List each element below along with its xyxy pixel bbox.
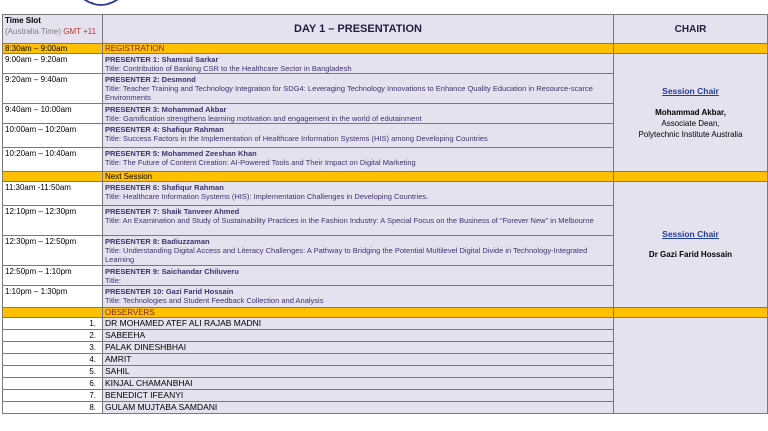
chair-org: Polytechnic Institute Australia — [638, 129, 743, 139]
observer-name: GULAM MUJTABA SAMDANI — [103, 402, 614, 414]
observer-name: PALAK DINESHBHAI — [103, 342, 614, 354]
presentation-cell — [103, 54, 614, 74]
presentation-cell — [103, 104, 614, 124]
time-cell: 10:20am – 10:40am — [3, 148, 103, 172]
time-slot-label: Time Slot — [5, 16, 41, 25]
observers-band — [3, 308, 768, 318]
time-cell: 9:40am – 10:00am — [3, 104, 103, 124]
observer-number: 7. — [3, 390, 103, 402]
observer-name: KINJAL CHAMANBHAI — [103, 378, 614, 390]
header-row — [3, 15, 768, 44]
presenter-name: PRESENTER 10: Gazi Farid Hossain — [105, 287, 234, 296]
time-zone-label: (Australia Time) — [5, 27, 62, 36]
presentation-title: Title: Gamification strengthens learning motivation and engagement in the world of edutainment — [105, 114, 422, 123]
time-cell: 11:30am -11:50am — [3, 182, 103, 206]
presentation-title: Title: Healthcare Information Systems (HIS): Implementation Challenges in Developing Countries. — [105, 192, 429, 201]
presentation-title: Title: Technologies and Student Feedback Collection and Analysis — [105, 296, 324, 305]
presentation-cell — [103, 266, 614, 286]
observers-label: OBSERVERS — [103, 308, 614, 318]
presenter-name: PRESENTER 7: Shaik Tanveer Ahmed — [105, 207, 240, 216]
presentation-title: Title: Success Factors in the Implementation of Healthcare Information Systems (HIS) among Developing Countries — [105, 134, 488, 143]
presentation-title: Title: An Examination and Study of Sustainability Practices in the Fashion Industry: A Special Focus on the Business of "Forever New" in Melbourne — [105, 216, 594, 225]
presentation-cell — [103, 124, 614, 148]
presentation-cell — [103, 74, 614, 104]
time-cell: 12:30pm – 12:50pm — [3, 236, 103, 266]
presentation-cell — [103, 148, 614, 172]
presenter-name: PRESENTER 2: Desmond — [105, 75, 196, 84]
presentation-title: Title: Teacher Training and Technology Integration for SDG4: Leveraging Technology Innovations to Enhance Quality Education in Resource-scarce Environments — [105, 84, 593, 102]
observer-number: 8. — [3, 402, 103, 414]
observer-name: BENEDICT IFEANYI — [103, 390, 614, 402]
presentation-cell — [103, 182, 614, 206]
time-cell: 12:50pm – 1:10pm — [3, 266, 103, 286]
time-cell: 12:10pm – 12:30pm — [3, 206, 103, 236]
table-row — [3, 54, 768, 74]
chair-name: Mohammad Akbar, — [655, 107, 726, 117]
band-empty — [3, 308, 103, 318]
observers-chair-empty — [614, 318, 768, 414]
page-title: DAY 1 – PRESENTATION — [103, 15, 614, 44]
gmt-label: GMT +11 — [63, 27, 97, 36]
chair-role: Associate Dean, — [661, 118, 720, 128]
list-item — [3, 318, 768, 330]
chair-name: Dr Gazi Farid Hossain — [648, 250, 733, 259]
presentation-title: Title: The Future of Content Creation: AI-Powered Tools and Their Impact on Digital Marketing — [105, 158, 416, 167]
table-row — [3, 182, 768, 206]
observer-number: 2. — [3, 330, 103, 342]
observer-number: 3. — [3, 342, 103, 354]
observer-name: DR MOHAMED ATEF ALI RAJAB MADNI — [103, 318, 614, 330]
observer-number: 6. — [3, 378, 103, 390]
time-cell: 10:00am – 10:20am — [3, 124, 103, 148]
time-cell: 9:20am – 9:40am — [3, 74, 103, 104]
session-chair-link[interactable]: Session Chair — [662, 85, 719, 96]
presenter-name: PRESENTER 6: Shafiqur Rahman — [105, 183, 224, 192]
band-empty — [614, 308, 768, 318]
time-cell: 9:00am – 9:20am — [3, 54, 103, 74]
chair-header: CHAIR — [614, 15, 768, 44]
presenter-name: PRESENTER 4: Shafiqur Rahman — [105, 125, 224, 134]
time-slot-header — [3, 15, 103, 44]
schedule-table — [2, 14, 768, 414]
registration-label: REGISTRATION — [103, 44, 614, 54]
presentation-title: Title: Contribution of Banking CSR to the Healthcare Sector in Bangladesh — [105, 64, 352, 73]
observer-number: 4. — [3, 354, 103, 366]
presentation-cell — [103, 286, 614, 308]
presenter-name: PRESENTER 5: Mohammed Zeeshan Khan — [105, 149, 257, 158]
presenter-name: PRESENTER 8: Badiuzzaman — [105, 237, 210, 246]
session-chair-cell — [614, 54, 768, 172]
observer-number: 5. — [3, 366, 103, 378]
presentation-title: Title: Understanding Digital Access and Literacy Challenges: A Pathway to Bridging the Potential Multilevel Digital Divide in Technology-Integrated Learning — [105, 246, 588, 264]
band-empty — [614, 44, 768, 54]
observer-name: AMRIT — [103, 354, 614, 366]
next-session-label: Next Session — [103, 172, 614, 182]
session-chair-link[interactable]: Session Chair — [662, 229, 719, 239]
presenter-name: PRESENTER 3: Mohammad Akbar — [105, 105, 227, 114]
presenter-name: PRESENTER 1: Shamsul Sarkar — [105, 55, 219, 64]
band-empty — [614, 172, 768, 182]
presentation-cell — [103, 236, 614, 266]
band-empty — [3, 172, 103, 182]
observer-name: SAHIL — [103, 366, 614, 378]
logo-icon — [80, 0, 122, 10]
observer-number: 1. — [3, 318, 103, 330]
observer-name: SABEEHA — [103, 330, 614, 342]
next-session-band — [3, 172, 768, 182]
presenter-name: PRESENTER 9: Saichandar Chiluveru — [105, 267, 239, 276]
presentation-title: Title: — [105, 276, 121, 285]
registration-band — [3, 44, 768, 54]
time-cell: 1:10pm – 1:30pm — [3, 286, 103, 308]
presentation-cell — [103, 206, 614, 236]
registration-time: 8:30am – 9:00am — [3, 44, 103, 54]
session-chair-cell — [614, 182, 768, 308]
